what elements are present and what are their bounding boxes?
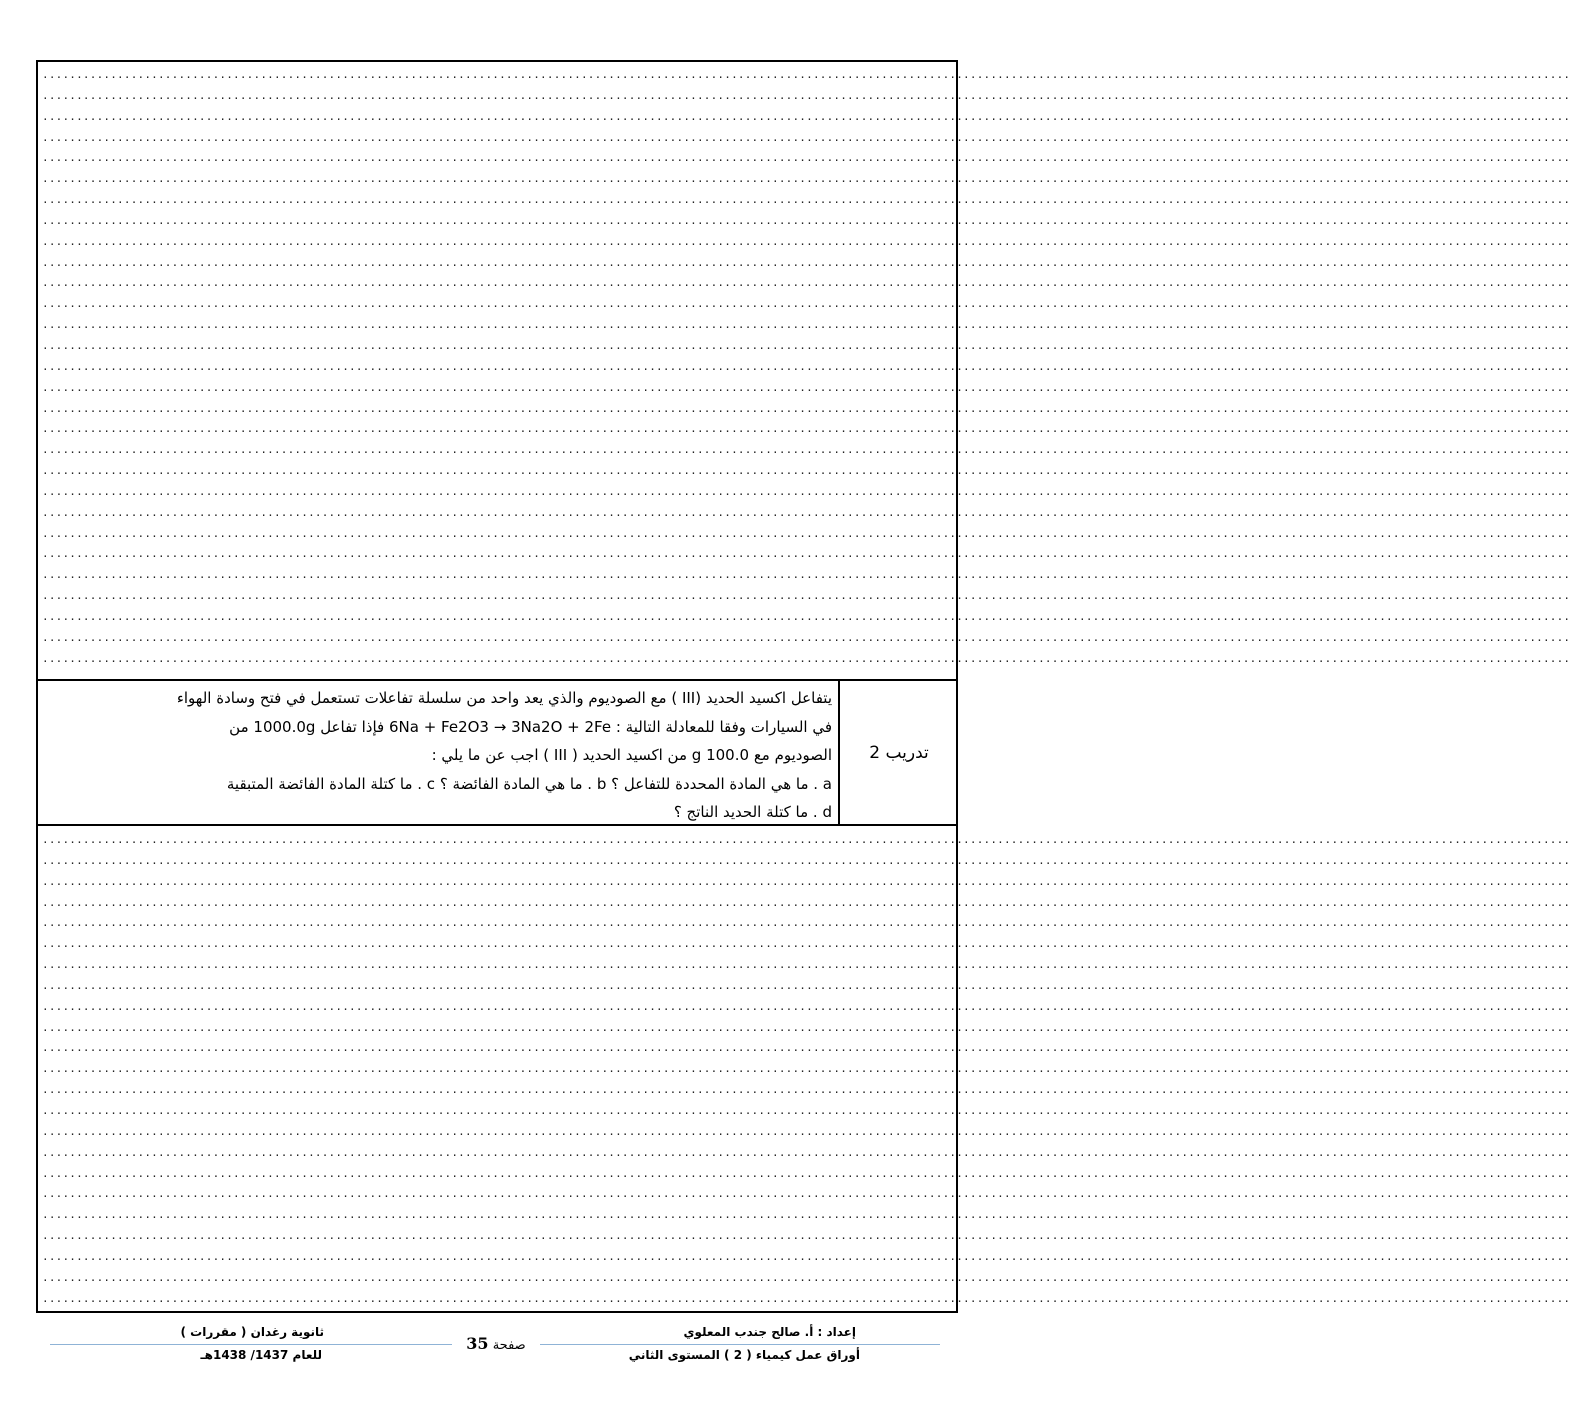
answer-lines-bottom [42, 830, 1570, 1312]
dot-line: ................................................................................................................................................................................................................................ [42, 464, 1570, 478]
question-line: الصوديوم مع 100.0 g من اكسيد الحديد ( III ) اجب عن ما يلي : [431, 746, 832, 764]
dot-line: ................................................................................................................................................................................................................................ [42, 380, 1570, 394]
dot-line: ................................................................................................................................................................................................................................ [42, 874, 1570, 888]
dot-line: ................................................................................................................................................................................................................................ [42, 1103, 1570, 1117]
dot-line: ................................................................................................................................................................................................................................ [42, 1062, 1570, 1076]
question-line: a . ما هي المادة المحددة للتفاعل ؟ b . ما هي المادة الفائضة ؟ c . ما كتلة المادة الفائضة المتبقية [226, 774, 832, 793]
dot-line: ................................................................................................................................................................................................................................ [42, 526, 1570, 540]
dot-line: ................................................................................................................................................................................................................................ [42, 651, 1570, 665]
dot-line: ................................................................................................................................................................................................................................ [42, 193, 1570, 207]
dot-line: ................................................................................................................................................................................................................................ [42, 978, 1570, 992]
dot-line: ................................................................................................................................................................................................................................ [42, 1249, 1570, 1263]
dot-line: ................................................................................................................................................................................................................................ [42, 484, 1570, 498]
dot-line: ................................................................................................................................................................................................................................ [42, 234, 1570, 248]
footer-rule-right [540, 1344, 940, 1345]
dot-line: ................................................................................................................................................................................................................................ [42, 1083, 1570, 1097]
page-label: صفحة [492, 1338, 526, 1353]
dot-line: ................................................................................................................................................................................................................................ [42, 68, 1570, 81]
label-column-divider [838, 681, 840, 825]
dot-line: ................................................................................................................................................................................................................................ [42, 255, 1570, 269]
dot-line: ................................................................................................................................................................................................................................ [42, 630, 1570, 644]
dot-line: ................................................................................................................................................................................................................................ [42, 916, 1570, 930]
dot-line: ................................................................................................................................................................................................................................ [42, 1166, 1570, 1180]
footer-year: للعام 1437/ 1438هـ [200, 1348, 322, 1362]
dot-line: ................................................................................................................................................................................................................................ [42, 833, 1570, 846]
section-divider-top [36, 679, 958, 681]
dot-line: ................................................................................................................................................................................................................................ [42, 1020, 1570, 1034]
dot-line: ................................................................................................................................................................................................................................ [42, 401, 1570, 415]
footer-rule-left [50, 1344, 452, 1345]
dot-line: ................................................................................................................................................................................................................................ [42, 547, 1570, 561]
question-line: في السيارات وفقا للمعادلة التالية : 6Na + Fe2O3 → 3Na2O + 2Fe فإذا تفاعل 1000.0g من [229, 717, 832, 736]
dot-line: ................................................................................................................................................................................................................................ [42, 1124, 1570, 1138]
dot-line: ................................................................................................................................................................................................................................ [42, 609, 1570, 623]
dot-line: ................................................................................................................................................................................................................................ [42, 1187, 1570, 1201]
dot-line: ................................................................................................................................................................................................................................ [42, 895, 1570, 909]
dot-line: ................................................................................................................................................................................................................................ [42, 130, 1570, 144]
dot-line: ................................................................................................................................................................................................................................ [42, 109, 1570, 123]
page-number-value: 35 [466, 1334, 489, 1353]
dot-line: ................................................................................................................................................................................................................................ [42, 505, 1570, 519]
dot-line: ................................................................................................................................................................................................................................ [42, 172, 1570, 186]
dot-line: ................................................................................................................................................................................................................................ [42, 1145, 1570, 1159]
section-divider-bottom [36, 824, 958, 826]
dot-line: ................................................................................................................................................................................................................................ [42, 589, 1570, 603]
dot-line: ................................................................................................................................................................................................................................ [42, 443, 1570, 457]
question-text [46, 684, 832, 827]
dot-line: ................................................................................................................................................................................................................................ [42, 422, 1570, 436]
question-line: يتفاعل اكسيد الحديد (III ) مع الصوديوم والذي يعد واحد من سلسلة تفاعلات تستعمل في فتح وسادة الهواء [176, 689, 832, 707]
dot-line: ................................................................................................................................................................................................................................ [42, 338, 1570, 352]
dot-line: ................................................................................................................................................................................................................................ [42, 213, 1570, 227]
page-number [452, 1334, 540, 1353]
dot-line: ................................................................................................................................................................................................................................ [42, 276, 1570, 290]
dot-line: ................................................................................................................................................................................................................................ [42, 999, 1570, 1013]
dot-line: ................................................................................................................................................................................................................................ [42, 88, 1570, 102]
dot-line: ................................................................................................................................................................................................................................ [42, 1291, 1570, 1305]
question-line: d . ما كتلة الحديد الناتج ؟ [673, 803, 832, 821]
dot-line: ................................................................................................................................................................................................................................ [42, 1270, 1570, 1284]
dot-line: ................................................................................................................................................................................................................................ [42, 1041, 1570, 1055]
dot-line: ................................................................................................................................................................................................................................ [42, 853, 1570, 867]
footer-school: ثانوية رغدان ( مقررات ) [180, 1325, 324, 1339]
dot-line: ................................................................................................................................................................................................................................ [42, 359, 1570, 373]
dot-line: ................................................................................................................................................................................................................................ [42, 318, 1570, 332]
answer-lines-top [42, 65, 1570, 679]
dot-line: ................................................................................................................................................................................................................................ [42, 1208, 1570, 1222]
dot-line: ................................................................................................................................................................................................................................ [42, 1229, 1570, 1243]
dot-line: ................................................................................................................................................................................................................................ [42, 937, 1570, 951]
dot-line: ................................................................................................................................................................................................................................ [42, 297, 1570, 311]
dot-line: ................................................................................................................................................................................................................................ [42, 151, 1570, 165]
dot-line: ................................................................................................................................................................................................................................ [42, 568, 1570, 582]
footer-course: أوراق عمل كيمياء ( 2 ) المستوى الثاني [628, 1348, 860, 1362]
dot-line: ................................................................................................................................................................................................................................ [42, 958, 1570, 972]
exercise-label: تدريب 2 [869, 743, 929, 763]
footer-author: إعداد : أ. صالح جندب المعلوي [683, 1325, 856, 1339]
